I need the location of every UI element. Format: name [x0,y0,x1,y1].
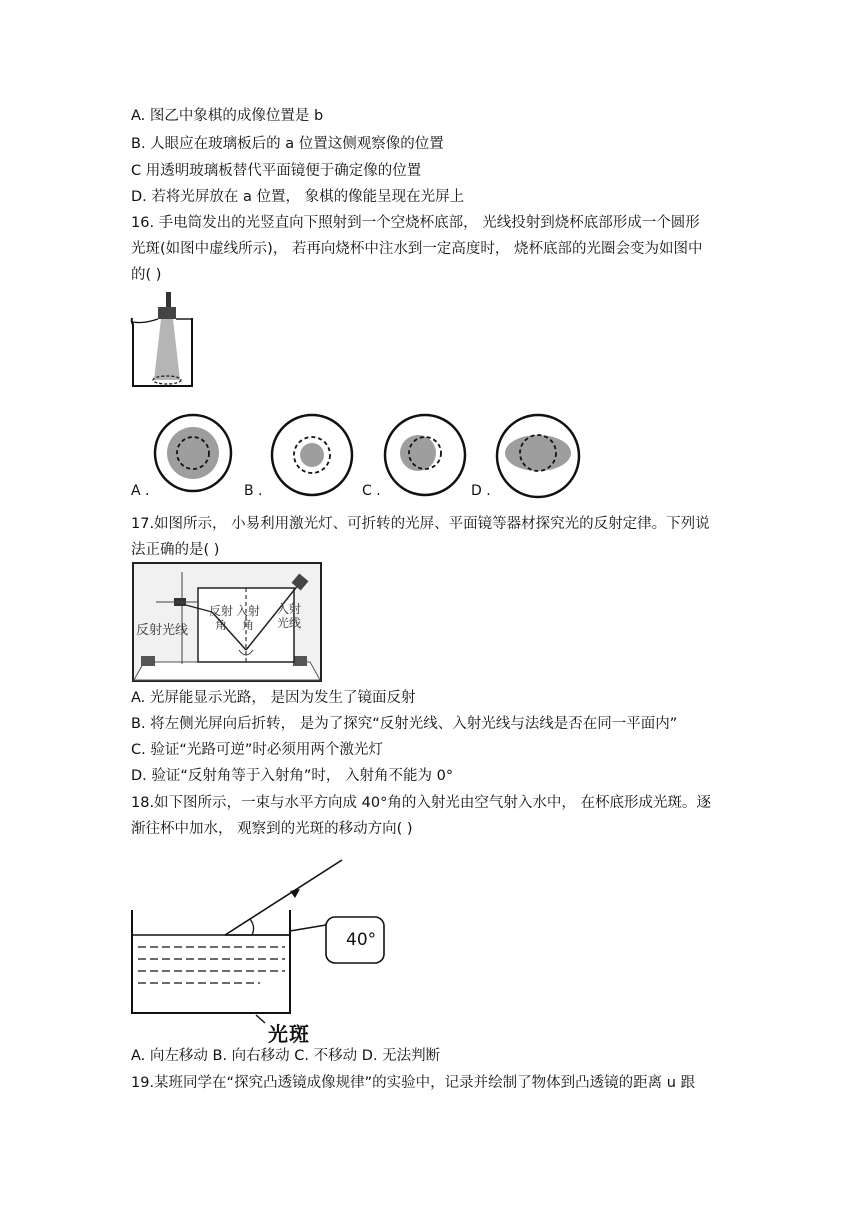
q17-option-b: B. 将左侧光屏向后折转， 是为了探究“反射光线、入射光线与法线是否在同一平面内” [131,716,678,732]
q16-option-a-figure [153,413,233,493]
incident-ray-label: 入射光线 [276,602,301,630]
q16-label-b: B . [244,483,263,499]
q19-stem-line-1: 19.某班同学在“探究凸透镜成像规律”的实验中，记录并绘制了物体到凸透镜的距离 u 跟 [131,1075,695,1091]
q16-option-b-figure [270,413,354,497]
q16-option-d-figure [495,413,581,499]
q16-stem-line-1: 16. 手电筒发出的光竖直向下照射到一个空烧杯底部， 光线投射到烧杯底部形成一个圆形 [131,215,700,231]
q17-option-c: C. 验证“光路可逆”时必须用两个激光灯 [131,742,383,758]
q17-option-a: A. 光屏能显示光路， 是因为发生了镜面反射 [131,690,416,706]
q16-label-d: D . [471,483,491,499]
q16-stem-line-3: 的( ) [131,267,162,283]
q18-stem-line-2: 渐往杯中加水， 观察到的光斑的移动方向( ) [131,821,413,837]
q16-label-a: A . [131,483,150,499]
q15-option-b: B. 人眼应在玻璃板后的 a 位置这侧观察像的位置 [131,136,444,152]
q17-stem-line-1: 17.如图所示， 小易利用激光灯、可折转的光屏、平面镜等器材探究光的反射定律。下列说 [131,516,710,532]
q16-option-c-figure [383,413,467,497]
beaker-figure [128,292,198,392]
q17-stem-line-2: 法正确的是( ) [131,542,220,558]
q18-stem-line-1: 18.如下图所示，一束与水平方向成 40°角的入射光由空气射入水中， 在杯底形成光斑。逐 [131,795,711,811]
reflected-ray-label: 反射光线 [136,623,189,638]
q16-stem-line-2: 光斑(如图中虚线所示)， 若再向烧杯中注水到一定高度时， 烧杯底部的光圈会变为如图中 [131,241,703,257]
q15-option-a: A. 图乙中象棋的成像位置是 b [131,108,324,124]
q15-option-d: D. 若将光屏放在 a 位置， 象棋的像能呈现在光屏上 [131,189,465,205]
reflection-figure [132,562,322,682]
q17-option-d: D. 验证“反射角等于入射角”时， 入射角不能为 0° [131,768,454,784]
refraction-figure [130,855,400,1045]
reflect-angle-label: 反射角 [208,604,233,632]
q18-options: A. 向左移动 B. 向右移动 C. 不移动 D. 无法判断 [131,1048,441,1064]
incident-angle-label: 入射角 [235,604,260,632]
q15-option-c: C 用透明玻璃板替代平面镜便于确定像的位置 [131,163,422,179]
q16-label-c: C . [362,483,381,499]
angle-label: 40° [346,930,377,950]
spot-label: 光斑 [268,1022,310,1046]
